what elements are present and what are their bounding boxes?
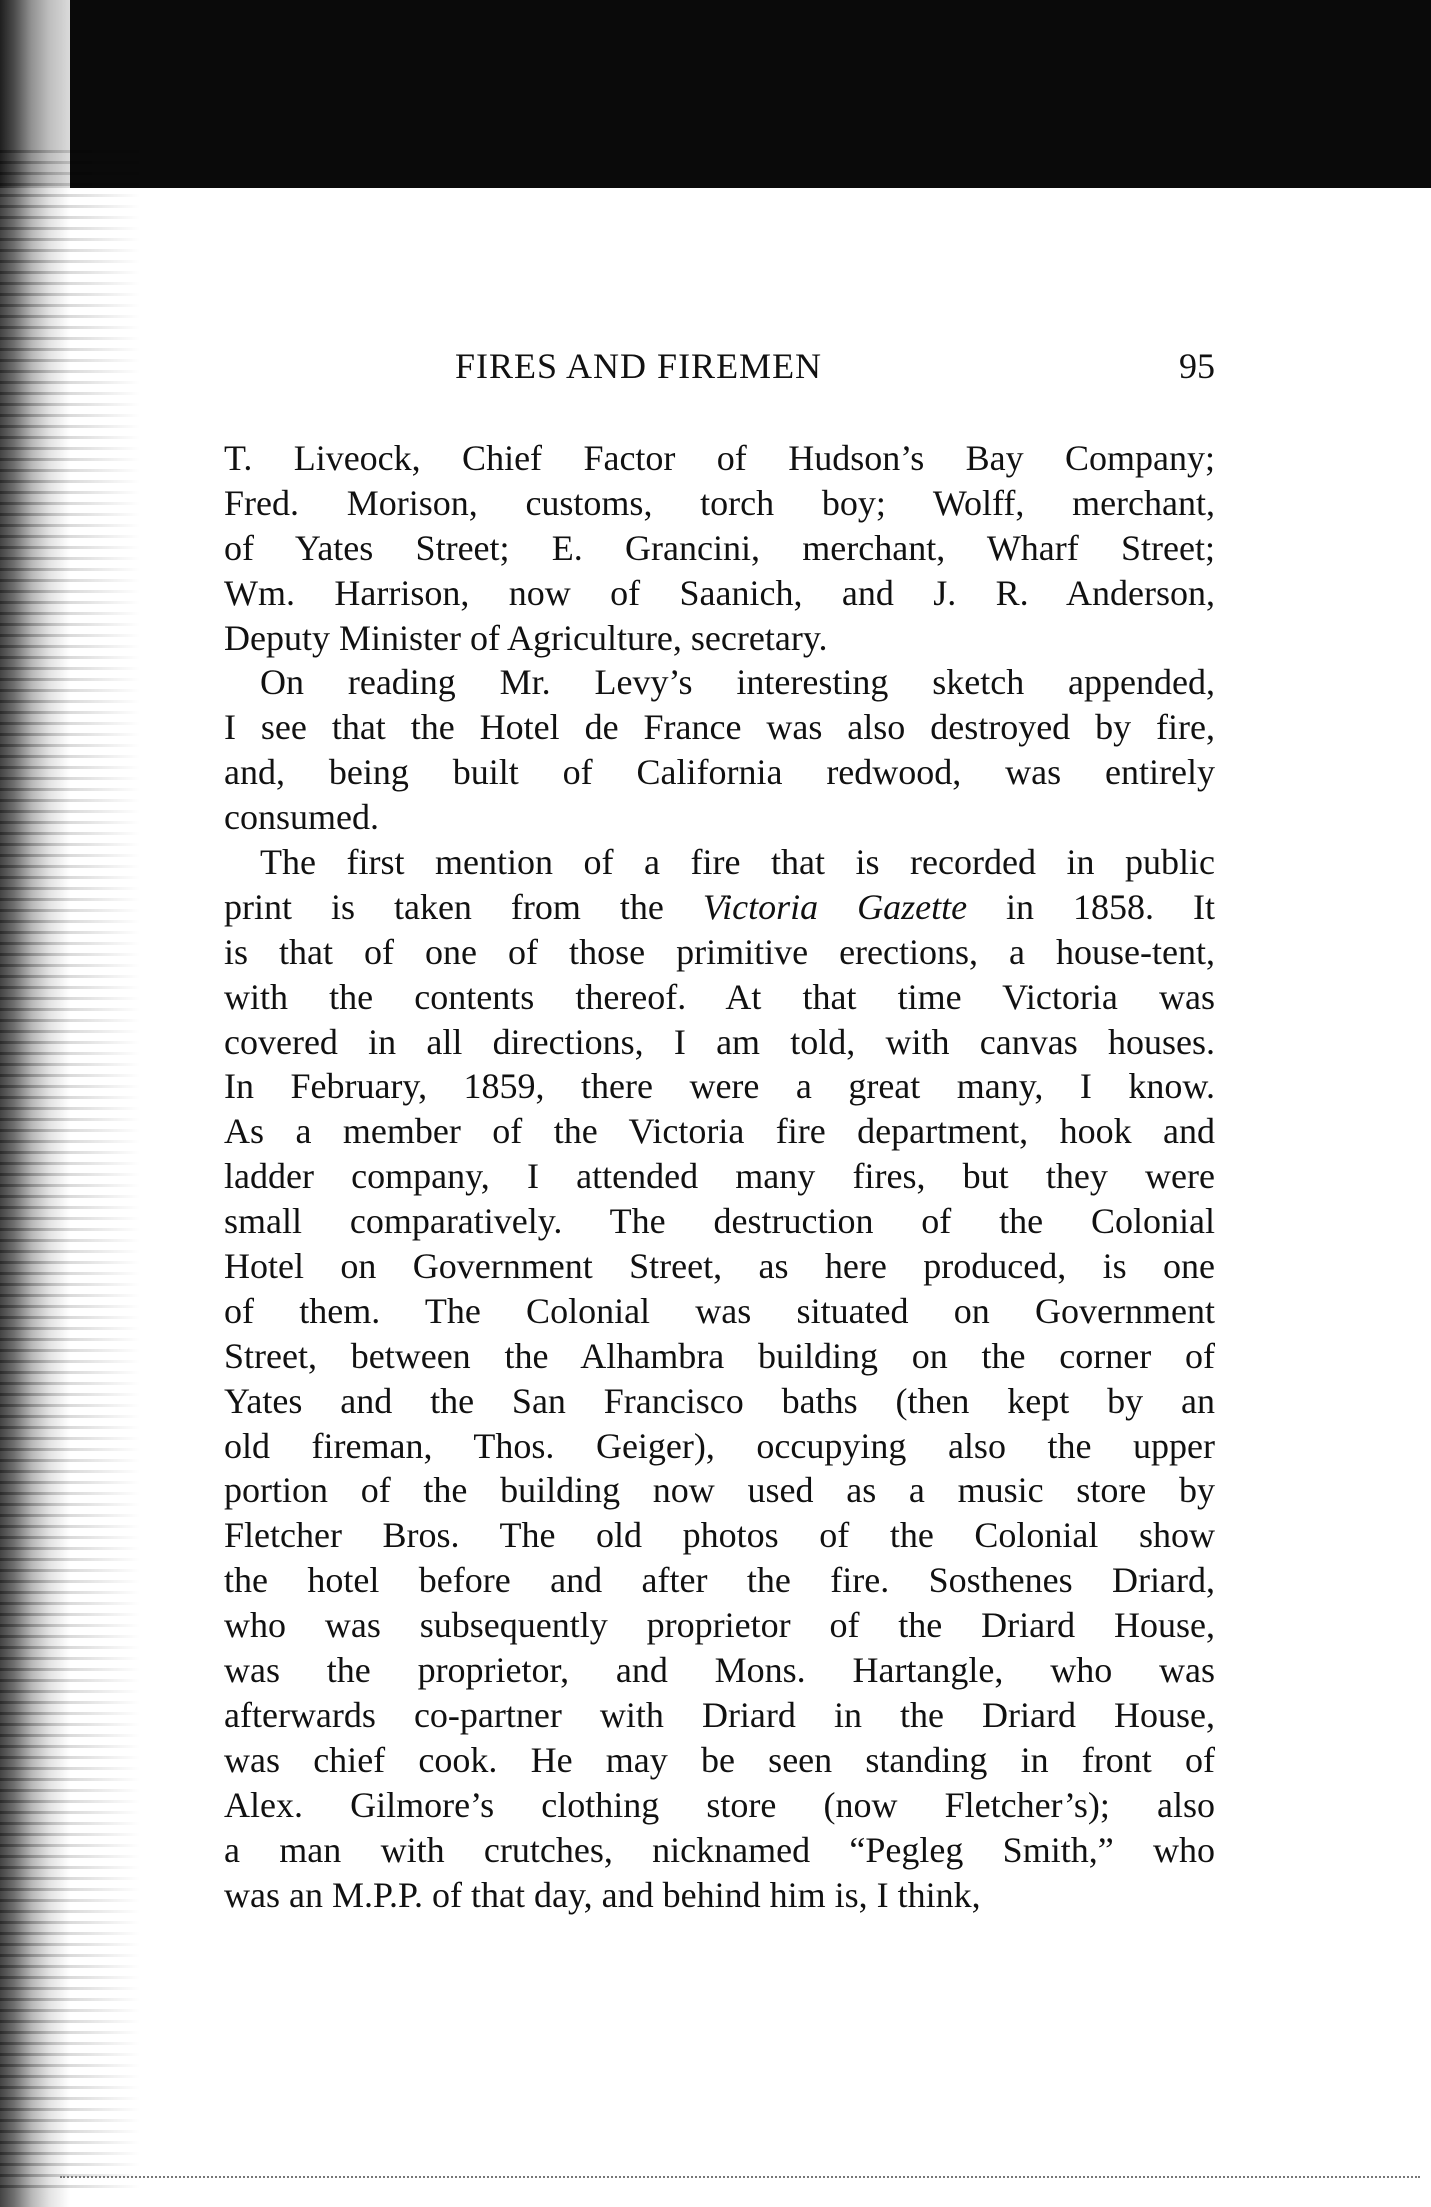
- text-line-content: The first mention of a fire that is recorded in public: [260, 842, 1215, 883]
- text-line-content: covered in all directions, I am told, with canvas houses.: [224, 1021, 1215, 1062]
- running-title: FIRES AND FIREMEN: [455, 346, 823, 386]
- text-line-content: was the proprietor, and Mons. Hartangle, who was: [224, 1650, 1215, 1691]
- text-line-content: consumed.: [224, 797, 379, 838]
- text-line: [224, 1693, 1215, 1738]
- text-line-content: of Yates Street; E. Grancini, merchant, Wharf Street;: [224, 527, 1215, 568]
- text-line-content: who was subsequently proprietor of the Driard House,: [224, 1605, 1215, 1646]
- text-line: [224, 885, 1215, 930]
- text-line-content: is that of one of those primitive erections, a house-tent,: [224, 931, 1215, 972]
- scan-black-margin: [0, 0, 1431, 188]
- text-line: [224, 1648, 1215, 1693]
- text-line: [224, 1828, 1215, 1873]
- text-line: [224, 660, 1215, 705]
- text-line: [224, 930, 1215, 975]
- text-line-content: small comparatively. The destruction of the Colonial: [224, 1201, 1215, 1242]
- text-line-content: On reading Mr. Levy’s interesting sketch appended,: [260, 662, 1215, 703]
- text-line-content: Wm. Harrison, now of Saanich, and J. R. Anderson,: [224, 572, 1215, 613]
- text-line: [224, 1513, 1215, 1558]
- text-line-content: [224, 885, 1215, 930]
- text-line-content: Deputy Minister of Agriculture, secretary.: [224, 617, 828, 658]
- text-line: [224, 1020, 1215, 1065]
- scan-bottom-edge: [60, 2176, 1420, 2180]
- text-segment: print is taken from the: [224, 886, 703, 927]
- text-line: [224, 1873, 1215, 1918]
- text-line-content: T. Liveock, Chief Factor of Hudson’s Bay Company;: [224, 438, 1215, 478]
- text-line-content: As a member of the Victoria fire department, hook and: [224, 1111, 1215, 1152]
- text-line: [224, 975, 1215, 1020]
- text-line-content: with the contents thereof. At that time Victoria was: [224, 976, 1215, 1017]
- text-line: [224, 1603, 1215, 1648]
- text-line: [224, 481, 1215, 526]
- text-line: [224, 616, 1215, 661]
- scan-page-edge-noise: [0, 150, 140, 2190]
- text-line-content: old fireman, Thos. Geiger), occupying also the upper: [224, 1425, 1215, 1466]
- page-header: [224, 345, 1215, 395]
- text-line-content: Fletcher Bros. The old photos of the Colonial show: [224, 1515, 1215, 1556]
- text-line: [224, 1154, 1215, 1199]
- text-line-content: of them. The Colonial was situated on Government: [224, 1290, 1215, 1331]
- text-line: [224, 1109, 1215, 1154]
- text-line-content: Yates and the San Francisco baths (then kept by an: [224, 1380, 1215, 1421]
- text-line-content: portion of the building now used as a music store by: [224, 1470, 1215, 1511]
- text-line-content: I see that the Hotel de France was also destroyed by fire,: [224, 707, 1215, 748]
- text-line: [224, 1468, 1215, 1513]
- text-line-content: Alex. Gilmore’s clothing store (now Fletcher’s); also: [224, 1784, 1215, 1825]
- text-line: [224, 1424, 1215, 1469]
- text-line: [224, 1379, 1215, 1424]
- text-line-content: the hotel before and after the fire. Sosthenes Driard,: [224, 1560, 1215, 1601]
- text-line: [224, 1199, 1215, 1244]
- text-line-content: and, being built of California redwood, was entirely: [224, 752, 1215, 793]
- text-line-content: Fred. Morison, customs, torch boy; Wolff, merchant,: [224, 482, 1215, 523]
- text-line-content: a man with crutches, nicknamed “Pegleg Smith,” who: [224, 1829, 1215, 1870]
- text-line-content: Hotel on Government Street, as here produced, is one: [224, 1246, 1215, 1287]
- text-line: [224, 1558, 1215, 1603]
- text-line: [224, 750, 1215, 795]
- text-line: [224, 571, 1215, 616]
- page-number: 95: [1179, 346, 1215, 386]
- text-line-content: was an M.P.P. of that day, and behind him is, I think,: [224, 1874, 981, 1915]
- text-line: [224, 840, 1215, 885]
- text-line-content: In February, 1859, there were a great many, I know.: [224, 1066, 1215, 1107]
- page-body-text: [224, 436, 1215, 1917]
- text-line-content: ladder company, I attended many fires, but they were: [224, 1156, 1215, 1197]
- text-line: [224, 1783, 1215, 1828]
- text-line: [224, 1334, 1215, 1379]
- text-line: [224, 705, 1215, 750]
- text-line: [224, 436, 1215, 481]
- text-line-content: afterwards co-partner with Driard in the Driard House,: [224, 1694, 1215, 1735]
- text-line: [224, 1064, 1215, 1109]
- text-line: [224, 1244, 1215, 1289]
- text-line: [224, 526, 1215, 571]
- text-line: [224, 795, 1215, 840]
- text-line-content: was chief cook. He may be seen standing in front of: [224, 1739, 1215, 1780]
- text-line: [224, 1289, 1215, 1334]
- italic-title: Victoria Gazette: [702, 886, 968, 927]
- text-line: [224, 1738, 1215, 1783]
- text-line-content: Street, between the Alhambra building on the corner of: [224, 1335, 1215, 1376]
- text-segment: in 1858. It: [967, 886, 1216, 927]
